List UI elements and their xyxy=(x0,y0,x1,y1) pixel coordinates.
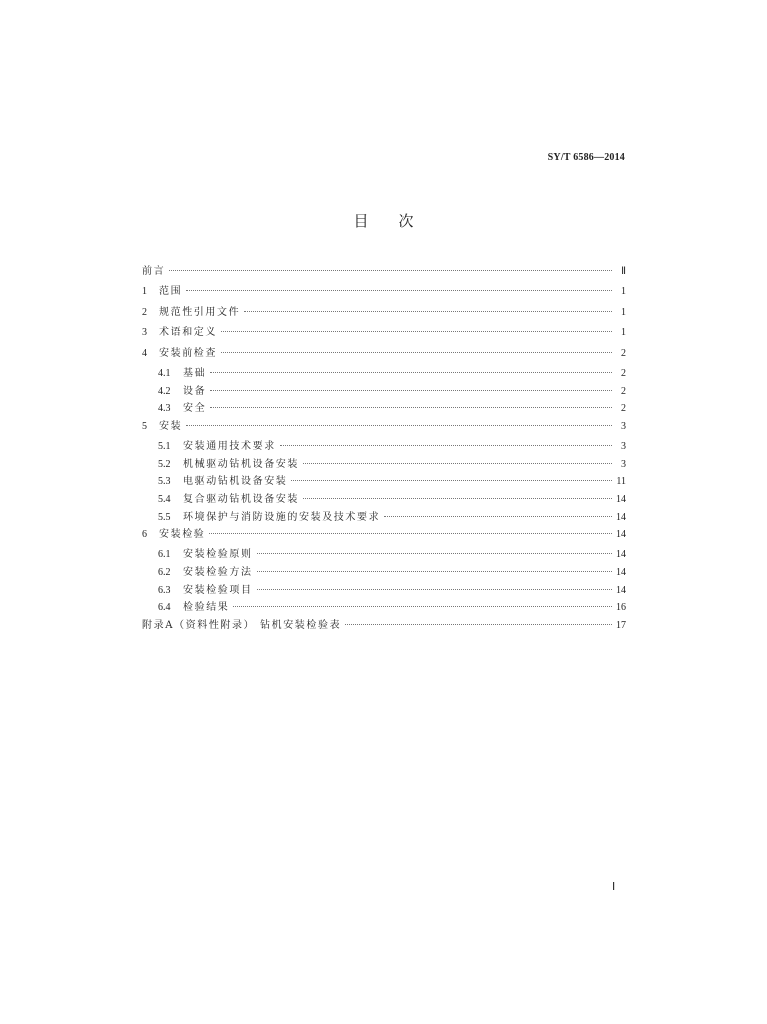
toc-entry-label: 规范性引用文件 xyxy=(159,306,241,318)
toc-entry-page: Ⅱ xyxy=(621,266,626,277)
toc-leader-dots xyxy=(210,407,612,408)
toc-entry-page: 1 xyxy=(621,306,626,318)
toc-leader-dots xyxy=(291,480,612,481)
toc-leader-dots xyxy=(210,390,612,391)
toc-entry-label: 安装 xyxy=(159,420,183,432)
toc-entry[interactable] xyxy=(142,455,626,473)
toc-entry-label: 安装前检查 xyxy=(159,347,217,359)
toc-entry-label: 安装检验 xyxy=(159,529,206,541)
toc-entry-page: 11 xyxy=(616,476,626,488)
toc-entry-page: 1 xyxy=(621,327,626,339)
toc-leader-dots xyxy=(384,516,612,517)
toc-entry-label: 安装检验原则 xyxy=(183,549,253,561)
toc-entry-number: 4 xyxy=(142,347,147,359)
toc-leader-dots xyxy=(210,372,612,373)
toc-entry[interactable] xyxy=(142,323,626,343)
toc-entry-number: 2 xyxy=(142,306,147,318)
toc-leader-dots xyxy=(209,533,612,534)
toc-entry-number: 6.3 xyxy=(158,584,171,596)
toc-leader-dots xyxy=(221,331,612,332)
toc-entry[interactable] xyxy=(142,437,626,455)
toc-entry-label: 范围 xyxy=(159,286,183,298)
toc-entry-label: 前言 xyxy=(142,266,166,277)
toc-entry-label: 附录A（资料性附录） 钻机安装检验表 xyxy=(142,619,342,631)
toc-entry-page: 3 xyxy=(621,441,626,453)
toc-entry-label: 安装检验方法 xyxy=(183,567,253,579)
toc-leader-dots xyxy=(345,624,612,625)
toc-leader-dots xyxy=(186,290,612,291)
toc-entry-page: 14 xyxy=(616,567,626,579)
toc-entry-number: 6.2 xyxy=(158,567,171,579)
toc-entry-number: 4.1 xyxy=(158,367,171,379)
toc-leader-dots xyxy=(303,498,612,499)
toc-entry-label: 安装通用技术要求 xyxy=(183,441,276,453)
toc-leader-dots xyxy=(303,463,612,464)
toc-entry-label: 检验结果 xyxy=(183,602,230,614)
toc-entry-page: 1 xyxy=(621,286,626,298)
toc-entry-label: 安装检验项目 xyxy=(183,584,253,596)
toc-leader-dots xyxy=(257,571,612,572)
toc-entry-page: 14 xyxy=(616,584,626,596)
toc-entry[interactable] xyxy=(142,508,626,526)
toc-entry-page: 14 xyxy=(616,549,626,561)
toc-entry-number: 6 xyxy=(142,529,147,541)
toc-leader-dots xyxy=(169,270,612,271)
toc-entry[interactable] xyxy=(142,303,626,323)
toc-entry-label: 电驱动钻机设备安装 xyxy=(183,476,288,488)
table-of-contents xyxy=(142,262,626,636)
toc-leader-dots xyxy=(186,425,612,426)
toc-entry[interactable] xyxy=(142,417,626,437)
toc-entry-number: 6.4 xyxy=(158,602,171,614)
toc-entry[interactable] xyxy=(142,364,626,382)
toc-entry-label: 环境保护与消防设施的安装及技术要求 xyxy=(183,511,381,523)
standard-code: SY/T 6586—2014 xyxy=(547,152,625,163)
toc-entry[interactable] xyxy=(142,262,626,282)
toc-leader-dots xyxy=(257,589,612,590)
toc-entry-page: 17 xyxy=(616,619,626,631)
toc-entry[interactable] xyxy=(142,598,626,616)
toc-entry-number: 5.1 xyxy=(158,441,171,453)
toc-entry-page: 14 xyxy=(616,529,626,541)
toc-entry-page: 14 xyxy=(616,493,626,505)
toc-entry[interactable] xyxy=(142,563,626,581)
toc-entry-page: 2 xyxy=(621,403,626,415)
toc-entry-page: 2 xyxy=(621,347,626,359)
toc-entry-number: 1 xyxy=(142,286,147,298)
toc-entry-number: 6.1 xyxy=(158,549,171,561)
page-number: Ⅰ xyxy=(612,881,616,893)
toc-entry[interactable] xyxy=(142,399,626,417)
toc-leader-dots xyxy=(280,445,612,446)
toc-entry[interactable] xyxy=(142,581,626,599)
toc-entry-page: 3 xyxy=(621,458,626,470)
toc-entry-label: 机械驱动钻机设备安装 xyxy=(183,458,299,470)
toc-entry-page: 16 xyxy=(616,602,626,614)
toc-entry-label: 设备 xyxy=(183,385,207,397)
toc-entry-page: 3 xyxy=(621,420,626,432)
toc-leader-dots xyxy=(221,352,612,353)
page-title: 目次 xyxy=(353,212,444,230)
toc-entry-number: 5.2 xyxy=(158,458,171,470)
toc-entry-page: 2 xyxy=(621,367,626,379)
toc-entry-label: 安全 xyxy=(183,403,207,415)
toc-leader-dots xyxy=(233,606,612,607)
toc-entry-page: 2 xyxy=(621,385,626,397)
toc-entry[interactable] xyxy=(142,525,626,545)
toc-leader-dots xyxy=(244,311,612,312)
toc-entry-number: 3 xyxy=(142,327,147,339)
toc-entry[interactable] xyxy=(142,490,626,508)
toc-entry[interactable] xyxy=(142,382,626,400)
toc-entry-label: 复合驱动钻机设备安装 xyxy=(183,493,299,505)
toc-entry-number: 5.3 xyxy=(158,476,171,488)
toc-entry-number: 5.4 xyxy=(158,493,171,505)
toc-entry-label: 术语和定义 xyxy=(159,327,217,339)
toc-entry[interactable] xyxy=(142,472,626,490)
toc-entry-number: 5 xyxy=(142,420,147,432)
toc-entry-page: 14 xyxy=(616,511,626,523)
toc-entry[interactable] xyxy=(142,616,626,636)
toc-entry[interactable] xyxy=(142,545,626,563)
toc-entry-number: 4.2 xyxy=(158,385,171,397)
toc-entry[interactable] xyxy=(142,344,626,364)
toc-entry[interactable] xyxy=(142,282,626,302)
toc-entry-label: 基础 xyxy=(183,367,207,379)
toc-entry-number: 4.3 xyxy=(158,403,171,415)
toc-entry-number: 5.5 xyxy=(158,511,171,523)
toc-leader-dots xyxy=(257,553,612,554)
